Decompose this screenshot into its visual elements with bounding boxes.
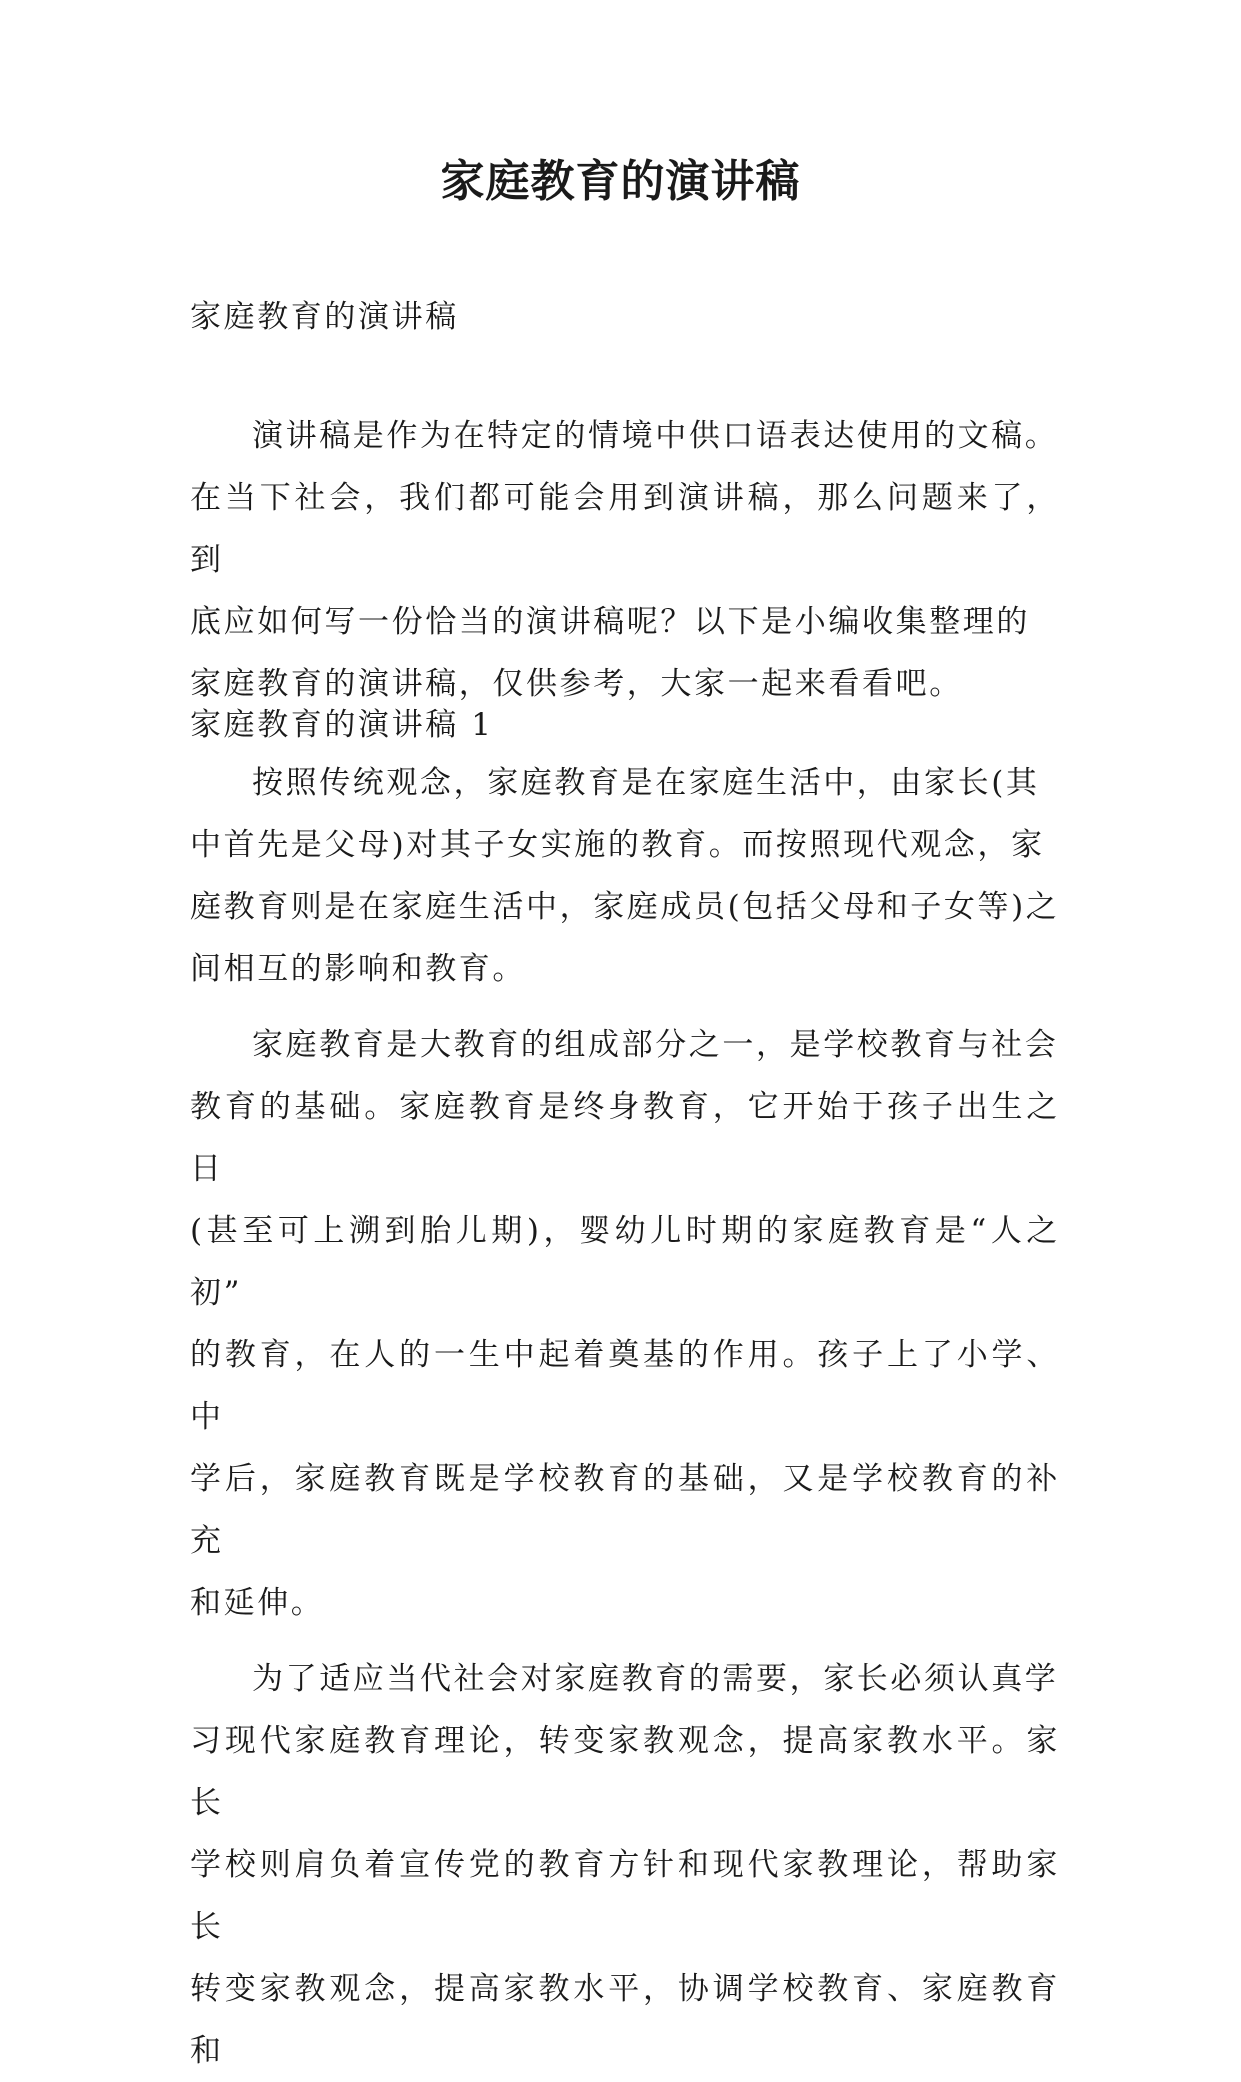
intro-paragraph: 演讲稿是作为在特定的情境中供口语表达使用的文稿。 在当下社会，我们都可能会用到演讲稿，那么问题来了，到 底应如何写一份恰当的演讲稿呢？以下是小编收集整理的 家庭教育的演讲稿，仅供参考，大家一起来看看吧。 [190,418,1060,702]
section-paragraph-3: 为了适应当代社会对家庭教育的需要，家长必须认真学 习现代家庭教育理论，转变家教观念，提高家教水平。家长 学校则肩负着宣传党的教育方针和现代家教理论，帮助家长 转变家教观念，提高家教水平，协调学校教育、家庭教育和 [190,1661,1060,2069]
section-body [190,752,1060,2082]
section-paragraph-2: 家庭教育是大教育的组成部分之一，是学校教育与社会 教育的基础。家庭教育是终身教育，它开始于孩子出生之日 (甚至可上溯到胎儿期)，婴幼儿时期的家庭教育是“人之初” 的教育，在人的一生中起着奠基的作用。孩子上了小学、中 学后，家庭教育既是学校教育的基础，又是学校教育的补充 和延伸。 [190,1027,1060,1621]
intro-block [190,405,1060,715]
document-title: 家庭教育的演讲稿 [440,156,801,207]
document-subtitle: 家庭教育的演讲稿 [190,299,459,335]
section-heading: 家庭教育的演讲稿 1 [190,707,494,743]
section-paragraph-1: 按照传统观念，家庭教育是在家庭生活中，由家长(其 中首先是父母)对其子女实施的教育。而按照现代观念，家 庭教育则是在家庭生活中，家庭成员(包括父母和子女等)之 间相互的影响和教育。 [190,765,1060,987]
